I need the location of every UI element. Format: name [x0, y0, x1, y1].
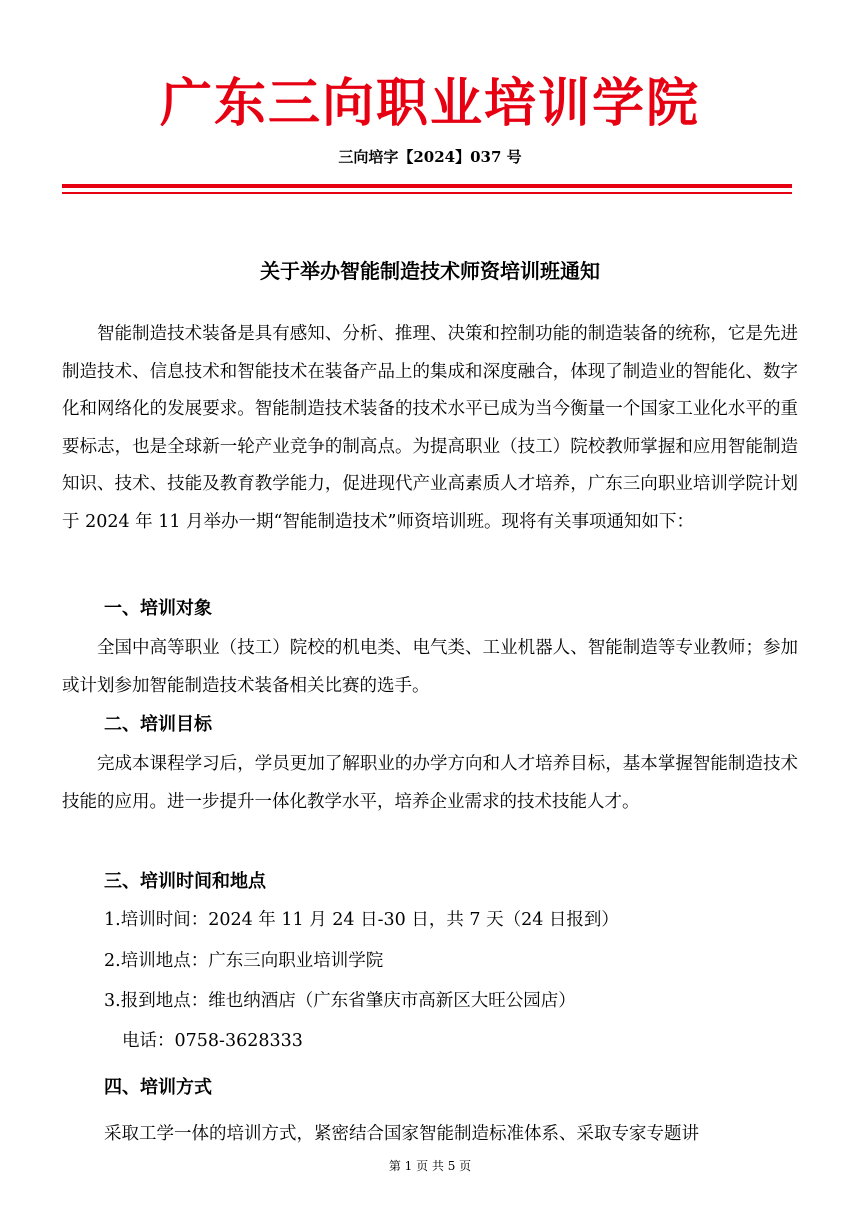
section-heading-training-method: 四、培训方式 [104, 1077, 212, 1098]
training-time-item: 1.培训时间：2024 年 11 月 24 日-30 日，共 7 天（24 日报到） [104, 910, 619, 930]
notice-title: 关于举办智能制造技术师资培训班通知 [260, 259, 600, 283]
training-method-paragraph: 采取工学一体的培训方式，紧密结合国家智能制造标准体系、采取专家专题讲 [104, 1124, 699, 1144]
training-goal-paragraph: 完成本课程学习后，学员更加了解职业的办学方向和人才培养目标，基本掌握智能制造技术技能的应用。进一步提升一体化教学水平，培养企业需求的技术技能人才。 [62, 754, 798, 812]
intro-paragraph: 智能制造技术装备是具有感知、分析、推理、决策和控制功能的制造装备的统称，它是先进制造技术、信息技术和智能技术在装备产品上的集成和深度融合，体现了制造业的智能化、数字化和网络化的发展要求。智能制造技术装备的技术水平已成为当今衡量一个国家工业化水平的重要标志，也是全球新一轮产业竞争的制高点。为提高职业（技工）院校教师掌握和应用智能制造知识、技术、技能及教育教学能力，促进现代产业高素质人才培养，广东三向职业培训学院计划于 2024 年 11 月举办一期“智能制造技术”师资培训班。现将有关事项通知如下： [62, 324, 798, 532]
check-in-location-item: 3.报到地点：维也纳酒店（广东省肇庆市高新区大旺公园店） [104, 991, 576, 1011]
document-number: 三向培字【2024】037 号 [338, 148, 522, 166]
page-indicator: 第 1 页 共 5 页 [388, 1159, 472, 1173]
phone-number: 电话：0758-3628333 [122, 1031, 303, 1051]
red-header-rule-thin [62, 192, 792, 194]
organization-title: 广东三向职业培训学院 [159, 74, 700, 134]
red-header-rule-thick [62, 184, 792, 188]
training-location-item: 2.培训地点：广东三向职业培训学院 [104, 951, 384, 971]
section-heading-time-location: 三、培训时间和地点 [104, 871, 266, 892]
section-heading-training-goal: 二、培训目标 [104, 714, 212, 735]
section-heading-training-target: 一、培训对象 [104, 598, 212, 619]
training-target-paragraph: 全国中高等职业（技工）院校的机电类、电气类、工业机器人、智能制造等专业教师；参加或计划参加智能制造技术装备相关比赛的选手。 [62, 638, 798, 696]
